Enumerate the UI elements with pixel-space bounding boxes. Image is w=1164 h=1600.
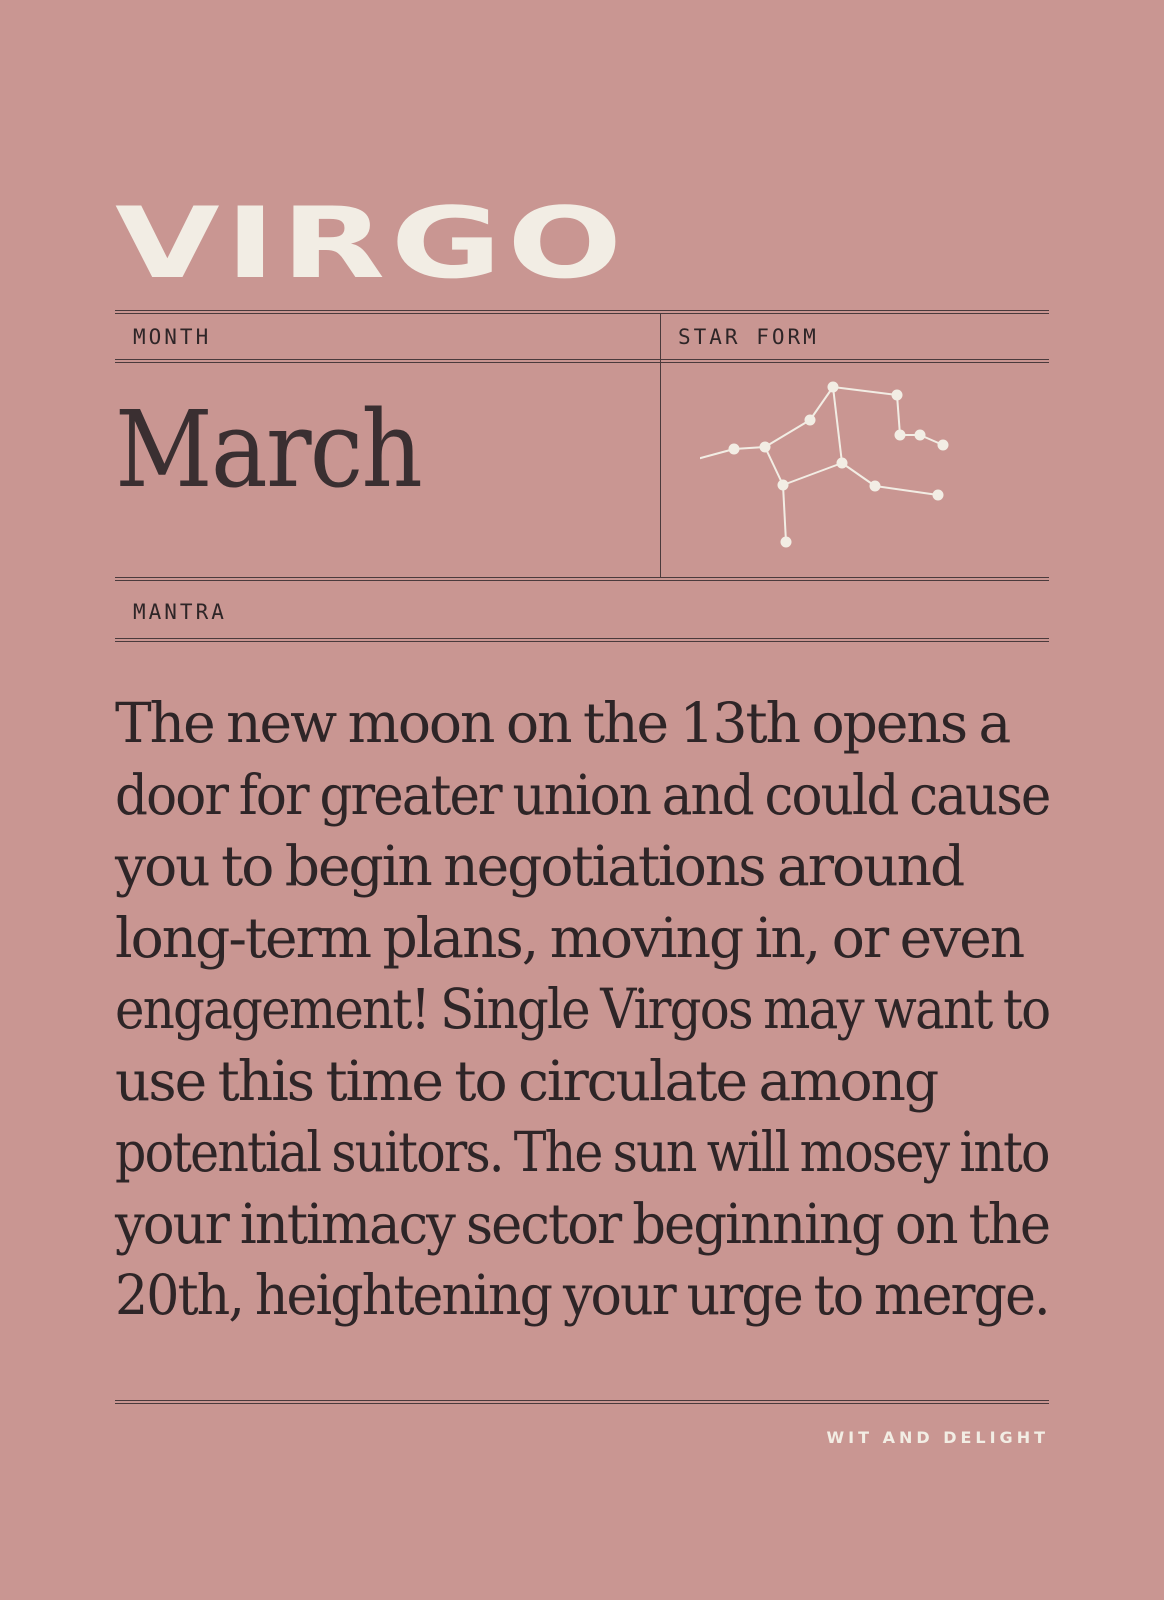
top-divider	[115, 310, 1049, 314]
column-divider	[660, 314, 661, 578]
mantra-line: use this time to circulate among	[115, 1048, 938, 1113]
horoscope-card	[115, 0, 1049, 1600]
bottom-divider	[115, 1400, 1049, 1404]
month-label: MONTH	[133, 325, 212, 349]
mantra-label: MANTRA	[133, 600, 227, 624]
mantra-line: potential suitors. The sun will mosey into	[115, 1120, 1049, 1184]
mantra-line: The new moon on the 13th opens a	[115, 691, 1010, 755]
brand-name: WIT AND DELIGHT	[826, 1428, 1049, 1447]
mantra-line: long-term plans, moving in, or even	[115, 905, 1024, 970]
star-form-label: STAR FORM	[678, 325, 819, 349]
mantra-line: your intimacy sector beginning on the	[115, 1191, 1050, 1256]
mantra-line: you to begin negotiations around	[115, 834, 964, 898]
mantra-line: door for greater union and could cause	[115, 762, 1050, 827]
middle-divider	[115, 577, 1049, 581]
mantra-line: engagement! Single Virgos may want to	[115, 977, 1050, 1041]
month-value: March	[115, 388, 422, 511]
sign-title: VIRGO	[115, 187, 628, 301]
mantra-divider	[115, 638, 1049, 642]
mantra-line: 20th, heightening your urge to merge.	[115, 1263, 1049, 1327]
mantra-text	[115, 688, 1049, 1332]
virgo-constellation-icon	[700, 375, 1000, 565]
header-divider	[115, 359, 1049, 363]
